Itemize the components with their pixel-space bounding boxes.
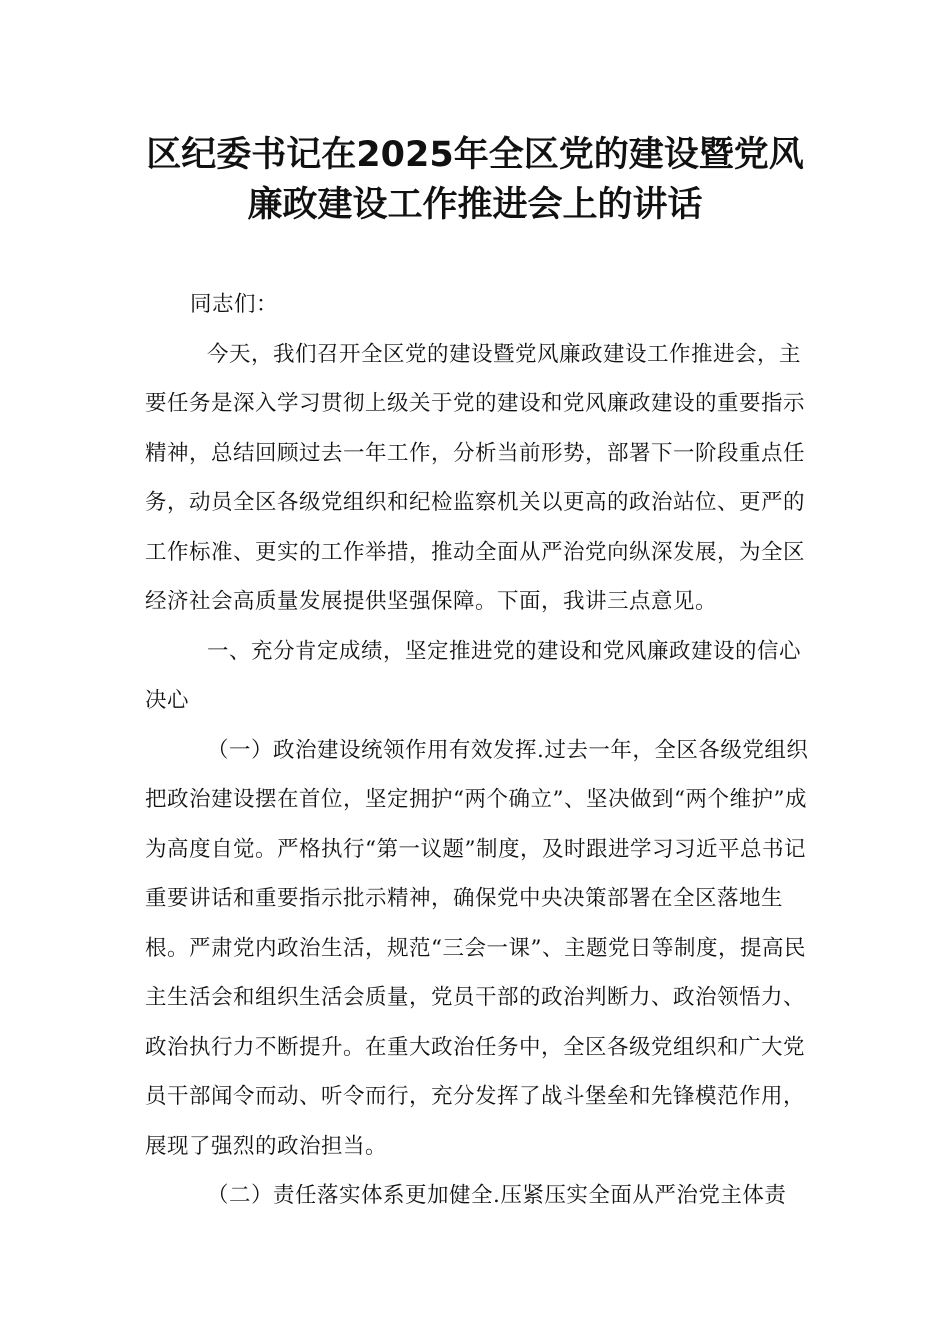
salutation: 同志们：: [190, 292, 279, 317]
document-title-line-2: 廉政建设工作推进会上的讲话: [247, 185, 703, 225]
body-paragraph-political-construction: （一）政治建设统领作用有效发挥.过去一年，全区各级党组织把政治建设摆在首位，坚定拥护“两个确立”、坚决做到“两个维护”成为高度自觉。严格执行“第一议题”制度，及时跟进学习习近平总书记重要讲话和重要指示批示精神，确保党中央决策部署在全区落地生根。严肃党内政治生活，规范“三会一课”、主题党日等制度，提高民主生活会和组织生活会质量，党员干部的政治判断力、政治领悟力、政治执行力不断提升。在重大政治任务中，全区各级党组织和广大党员干部闻令而动、听令而行，充分发挥了战斗堡垒和先锋模范作用，展现了强烈的政治担当。: [145, 737, 809, 1159]
section-heading-1: 一、充分肯定成绩，坚定推进党的建设和党风廉政建设的信心决心: [145, 638, 802, 713]
body-paragraph-intro: 今天，我们召开全区党的建设暨党风廉政建设工作推进会，主要任务是深入学习贯彻上级关于党的建设和党风廉政建设的重要指示精神，总结回顾过去一年工作，分析当前形势，部署下一阶段重点任务，动员全区各级党组织和纪检监察机关以更高的政治站位、更严的工作标准、更实的工作举措，推动全面从严治党向纵深发展，为全区经济社会高质量发展提供坚强保障。下面，我讲三点意见。: [145, 341, 806, 614]
document-title-line-1: 区纪委书记在2025年全区党的建设暨党风: [146, 135, 804, 175]
document-body: [145, 280, 810, 1221]
body-paragraph-responsibility: （二）责任落实体系更加健全.压紧压实全面从严治党主体责: [207, 1183, 787, 1208]
